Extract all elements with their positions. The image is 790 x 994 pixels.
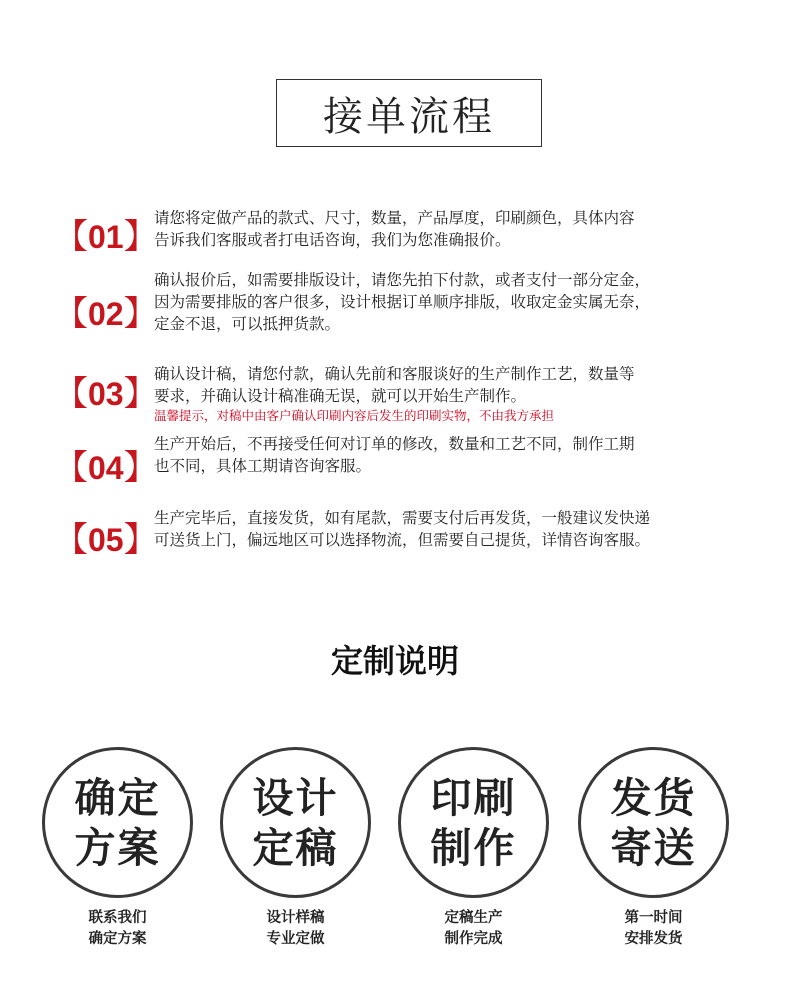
page-title: 接单流程 <box>276 79 542 147</box>
circle-text: 方案 <box>74 823 161 872</box>
circle-text: 印刷 <box>430 773 517 822</box>
step-description <box>154 507 754 551</box>
step-description <box>154 269 754 335</box>
step-description <box>154 207 754 251</box>
step-description <box>154 433 754 477</box>
caption-print-produce: 定稿生产 制作完成 <box>444 910 503 947</box>
caption-confirm-plan: 联系我们 确定方案 <box>88 910 147 947</box>
step-line: 因为需要排版的客户很多，设计根据订单顺序排版，收取定金实属无奈， <box>154 293 651 311</box>
circle-design-final <box>220 747 371 898</box>
circle-text: 设计 <box>252 773 339 822</box>
step-line: 请您将定做产品的款式、尺寸，数量，产品厚度，印刷颜色，具体内容 <box>154 209 635 227</box>
step-line: 告诉我们客服或者打电话咨询，我们为您准确报价。 <box>154 231 511 249</box>
circle-print-produce <box>398 747 549 898</box>
circle-text: 确定 <box>74 773 161 822</box>
section-title: 定制说明 <box>330 642 459 680</box>
step-number: 【01】 <box>54 218 158 256</box>
circle-text: 寄送 <box>610 823 697 872</box>
step-line: 确认设计稿，请您付款，确认先前和客服谈好的生产制作工艺，数量等 <box>154 365 635 383</box>
step-line: 也不同，具体工期请咨询客服。 <box>154 457 372 475</box>
step-line: 确认报价后，如需要排版设计，请您先拍下付款，或者支付一部分定金， <box>154 271 651 289</box>
step-number: 【04】 <box>54 449 158 487</box>
step-description <box>154 363 754 425</box>
step-line: 可送货上门，偏远地区可以选择物流，但需要自己提货，详情咨询客服。 <box>154 531 651 549</box>
step-line: 要求，并确认设计稿准确无误，就可以开始生产制作。 <box>154 387 527 405</box>
step-line: 生产完毕后，直接发货，如有尾款，需要支付后再发货，一般建议发快递 <box>154 509 651 527</box>
caption-design-final: 设计样稿 专业定做 <box>266 910 325 947</box>
circle-ship-deliver <box>578 747 729 898</box>
step-line: 定金不退，可以抵押货款。 <box>154 315 341 333</box>
warning-note: 温馨提示，对稿中由客户确认印刷内容后发生的印刷实物，不由我方承担 <box>154 408 555 423</box>
circle-text: 定稿 <box>252 823 339 872</box>
step-number: 【05】 <box>54 521 158 559</box>
step-line: 生产开始后，不再接受任何对订单的修改，数量和工艺不同，制作工期 <box>154 435 635 453</box>
circle-text: 制作 <box>430 823 517 872</box>
step-number: 【03】 <box>54 375 158 413</box>
caption-ship-deliver: 第一时间 安排发货 <box>624 910 683 947</box>
step-number: 【02】 <box>54 295 158 333</box>
circle-confirm-plan <box>42 747 193 898</box>
circle-text: 发货 <box>610 773 697 822</box>
